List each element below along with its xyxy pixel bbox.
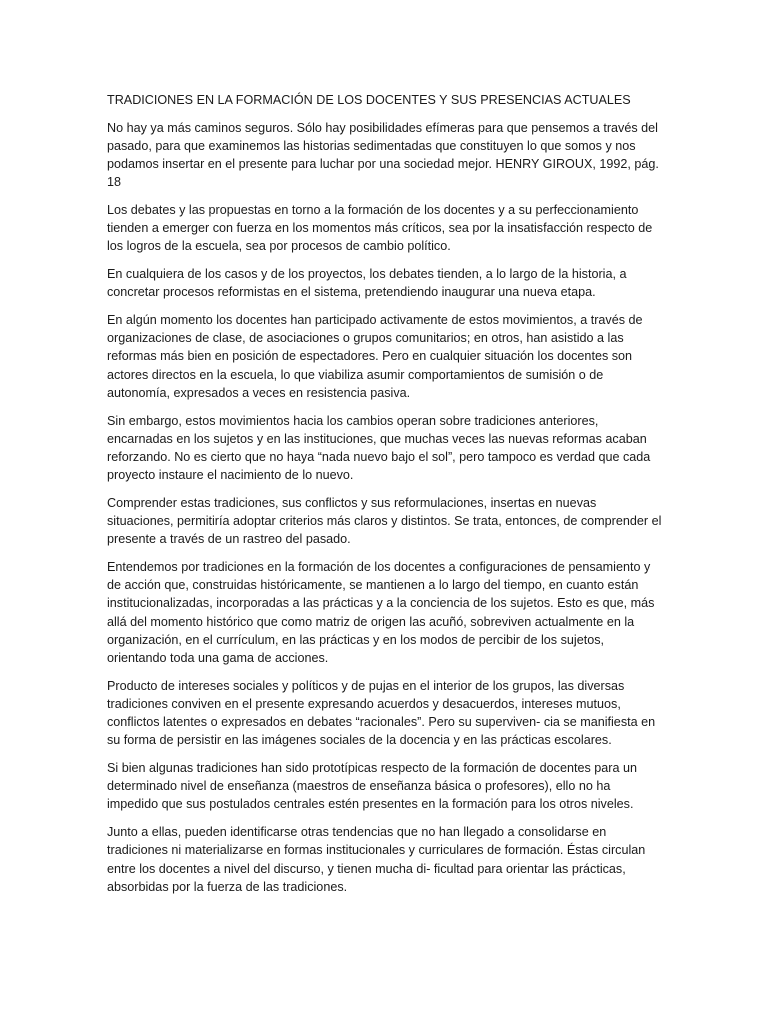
- paragraph: En cualquiera de los casos y de los proyectos, los debates tienden, a lo largo de la historia, a concretar procesos reformistas en el sistema, pretendiendo inaugurar una nueva etapa.: [107, 267, 627, 300]
- paragraph: Los debates y las propuestas en torno a la formación de los docentes y a su perfeccionamiento tienden a emerger con fuerza en los momentos más críticos, sea por la insatisfacción respecto de los logros de la escuela, sea por procesos de cambio político.: [107, 203, 653, 254]
- paragraph: Si bien algunas tradiciones han sido prototípicas respecto de la formación de docentes para un determinado nivel de enseñanza (maestros de enseñanza básica o profesores), ello no ha impedido que sus postulados centrales estén presentes en la formación para los otros niveles.: [107, 761, 637, 812]
- paragraph: Entendemos por tradiciones en la formación de los docentes a configuraciones de pensamiento y de acción que, construidas históricamente, se mantienen a lo largo del tiempo, en cuanto están institucionalizadas, incorporadas a las prácticas y a la conciencia de los sujetos. Esto es que, más allá del momento histórico que como matriz de origen las acuñó, sobreviven actualmente en la organización, en el currículum, en las prácticas y en los modos de percibir de los sujetos, orientando toda una gama de acciones.: [107, 559, 655, 665]
- paragraph: En algún momento los docentes han participado activamente de estos movimientos, a través de organizaciones de clase, de asociaciones o grupos comunitarios; en otros, han asistido a las reformas más bien en posición de espectadores. Pero en cualquier situación los docentes son actores directos en la escuela, lo que viabiliza asumir comportamientos de sumisión o de autonomía, expresados a veces en resistencia pasiva.: [107, 313, 643, 400]
- paragraph-epigraph: No hay ya más caminos seguros. Sólo hay posibilidades efímeras para que pensemos a través del pasado, para que examinemos las historias sedimentadas que constituyen lo que somos y nos podamos insertar en el presente para luchar por una sociedad mejor. HENRY GIROUX, 1992, pág. 18: [107, 120, 659, 190]
- document-title: TRADICIONES EN LA FORMACIÓN DE LOS DOCENTES Y SUS PRESENCIAS ACTUALES: [107, 93, 631, 107]
- paragraph: Sin embargo, estos movimientos hacia los cambios operan sobre tradiciones anteriores, encarnadas en los sujetos y en las instituciones, que muchas veces las nuevas reformas acaban reforzando. No es cierto que no haya “nada nuevo bajo el sol”, pero tampoco es verdad que cada proyecto instaure el nacimiento de lo nuevo.: [107, 413, 651, 483]
- paragraph: Producto de intereses sociales y políticos y de pujas en el interior de los grupos, las diversas tradiciones conviven en el presente expresando acuerdos y desacuerdos, intereses mutuos, conflictos latentes o expresados en debates “racionales”. Pero su superviven- cia se manifiesta en su forma de persistir en las imágenes sociales de la docencia y en las prácticas escolares.: [107, 678, 656, 748]
- paragraph: Comprender estas tradiciones, sus conflictos y sus reformulaciones, insertas en nuevas situaciones, permitiría adoptar criterios más claros y distintos. Se trata, entonces, de comprender el presente a través de un rastreo del pasado.: [107, 495, 662, 547]
- paragraph: Junto a ellas, pueden identificarse otras tendencias que no han llegado a consolidarse en tradiciones ni materializarse en formas institucionales y curriculares de formación. Éstas circulan entre los docentes a nivel del discurso, y tienen mucha di- ficultad para orientar las prácticas, absorbidas por la fuerza de las tradiciones.: [107, 825, 646, 894]
- document-body: [107, 91, 663, 905]
